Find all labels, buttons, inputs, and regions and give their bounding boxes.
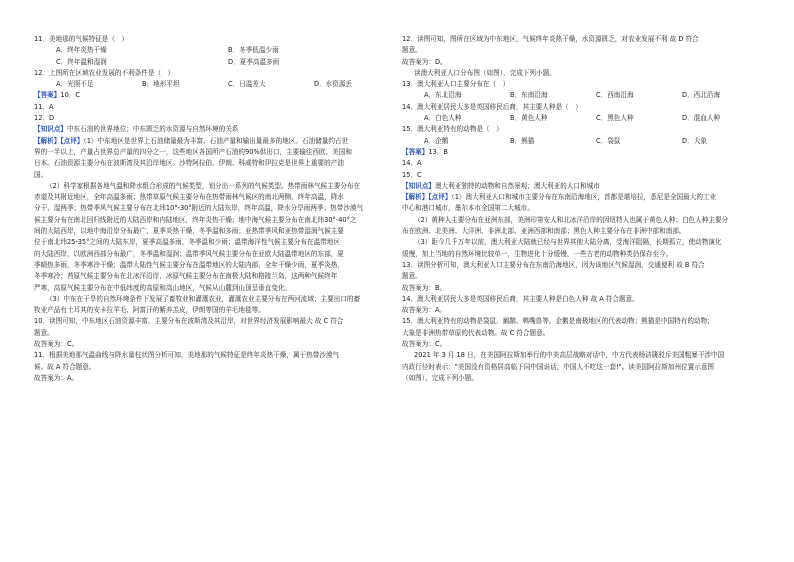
question-14: 14．澳大利亚居民大多是英国移民后裔，其主要人种是（ ） — [402, 102, 582, 111]
analysis-p2-8: 冬季寒冷；苔原气候主要分布在北冰洋沿岸，冰原气候主要分布在南极大陆和格陵兰岛，这两种气候终年 — [34, 272, 338, 281]
analysis-p3-1: 牧业产品有土耳其的安卡拉羊毛、阿富汗的紫养羔皮，伊朗等国的羊毛地毯等。 — [34, 306, 265, 315]
option-c: C．终年温和湿润 — [56, 57, 107, 66]
option-b: B．东南沿海 — [510, 91, 548, 100]
explain-15-answer: 故答案为：C。 — [402, 340, 447, 349]
answer-label: 【答案】 — [402, 147, 429, 156]
option-d: D．西北沿海 — [682, 91, 721, 100]
news-0: 2021 年 3 月 18 日，在美国阿拉斯加举行的中美高层战略对话中，中方代表杨洁篪驳斥美国粗暴干涉中国 — [414, 351, 725, 360]
news-2: （如图），完成下列小题。 — [402, 373, 478, 382]
option-d: D．夏季高温多雨 — [228, 57, 280, 66]
analysis-p2-4: 间的大陆西岸，以地中海沿岸分布最广，夏季炎热干燥，冬季温和多雨；亚热带季风和亚热带湿润气候主要 — [34, 227, 344, 236]
explain-13-answer: 故答案为：B。 — [402, 283, 447, 292]
analysis-p2-6: 的大陆西岸，以欧洲西部分布最广，冬季温和湿润；温带季风气候主要分布在亚欧大陆温带地区的东部，夏 — [34, 249, 344, 258]
answer-label: 【答案】 — [34, 91, 61, 100]
comment-label: 【点评】 — [60, 136, 84, 145]
option-c: C．日温差大 — [228, 80, 266, 89]
option-a: A．东北沿海 — [424, 91, 462, 100]
answer-block — [34, 90, 390, 101]
explain-13-1: 题意。 — [402, 272, 422, 281]
option-c: C．黑色人种 — [596, 114, 634, 123]
explain-11-0: 11．根据美地那气温曲线与降水量柱状图分析可知，美地那的气候特征是终年炎热干燥，属于热带沙漠气 — [34, 351, 340, 360]
option-d: D．混血人种 — [682, 114, 721, 123]
analysis-p1-1: 界的一半以上，产量占世界总产量的四分之一，这些地区各国所产石油的90%供出口，主要输往西欧、美国和 — [34, 147, 352, 156]
knowledge-text: 中东石油的世界地位；中东匮乏的水资源与自然环境的关系 — [66, 125, 239, 134]
option-a: A．终年炎热干燥 — [56, 46, 107, 55]
analysis-p1-0: （1）澳大利亚人口和城市主要分布在东南沿海地区，首都是堪培拉，悉尼是全国最大的工业 — [451, 193, 717, 202]
option-b: B．地形平坦 — [142, 80, 180, 89]
question-11-options-2 — [34, 57, 390, 68]
explain-13-0: 13．读图分析可知，澳大利亚人口主要分布在东南沿海地区，因为该地区气候湿润，交通便利 故 B 符合 — [402, 260, 705, 269]
analysis-p2-5: 位于南北纬25-35°之间的大陆东岸，夏季高温多雨，冬季温和少雨；温带海洋性气候主要分布在温带地区 — [34, 238, 340, 247]
explain-11-1: 候。故 A 符合题意。 — [34, 362, 96, 371]
comment-label: 【点评】 — [428, 193, 452, 202]
question-13: 13．澳大利亚人口主要分布在（ ） — [402, 80, 510, 89]
option-a: A．光照不足 — [56, 80, 94, 89]
explain-14-answer: 故答案为：A。 — [402, 306, 447, 315]
explain-15-0: 15．澳大利亚特有的动物是袋鼠、鸸鹋、鸭嘴兽等。企鹅是南极地区的代表动物；熊猫是中国特有的动物； — [402, 317, 714, 326]
map-intro: 读澳大利亚人口分布图（如图），完成下列小题。 — [414, 68, 556, 77]
question-11-options — [34, 45, 390, 56]
option-b: B．熊猫 — [510, 136, 535, 145]
answer-13: 13．B — [428, 147, 448, 156]
analysis-p3-0: （3）距今几千万年以前，澳大利亚大陆就已经与世界其他大陆分离，受海洋阻隔，长期孤立，使动物演化 — [414, 238, 722, 247]
option-a: A．白色人种 — [424, 114, 462, 123]
analysis-line — [402, 192, 758, 203]
answer-12: 12．D — [34, 114, 55, 123]
question-12-options — [34, 79, 390, 90]
explain-10-0: 10．读图可知，中东地区石油资源丰富，主要分布在波斯湾及其沿岸，对世界经济发展影响最大 故 C 符合 — [34, 317, 344, 326]
knowledge-text: 澳大利亚独特的动物和自然景观；澳大利亚的人口和城市 — [434, 181, 600, 190]
option-b: B．冬季低温少雨 — [228, 46, 279, 55]
option-b: B．黄色人种 — [510, 114, 548, 123]
answer-14: 14．A — [402, 159, 422, 168]
analysis-p2-9: 严寒，高原气候主要分布在中低纬度的高原和高山地区，气候从山麓到山顶呈垂直变化。 — [34, 283, 292, 292]
explain-14: 14．澳大利亚居民大多是英国移民后裔，其主要人种是白色人种 故 A 符合题意。 — [402, 294, 639, 303]
answer-10: 10．C — [60, 91, 80, 100]
analysis-p2-7: 季晴热多雨，冬季寒冷干燥；温带大陆性气候主要分布在温带地区的大陆内部，全年干燥少雨，夏季炎热， — [34, 260, 344, 269]
explain-12-0: 12．读图可知，图所在区域为中东地区，气候终年炎热干燥，水资源匮乏，对农业发展不利 故 D 符合 — [402, 35, 699, 43]
analysis-p2-3: 候主要分布在南北回归线附近的大陆西岸和内陆地区，终年炎热干燥；地中海气候主要分布在南北纬30°-40°之 — [34, 215, 357, 224]
explain-15-1: 大象是非洲热带草原的代表动物。故 C 符合题意。 — [402, 328, 550, 337]
answer-15: 15．C — [402, 170, 422, 179]
right-column — [402, 34, 758, 384]
answer-block — [402, 147, 758, 158]
explain-12-1: 题意。 — [402, 46, 422, 55]
knowledge-label: 【知识点】 — [402, 181, 435, 190]
explain-12-answer: 故答案为：D。 — [402, 57, 447, 66]
option-d: D．大象 — [682, 136, 707, 145]
analysis-p3-1: 缓慢，加上当地的自然环境比较单一，生物进化十分缓慢，一些古老的动物种类仍保存至今。 — [402, 249, 673, 258]
analysis-p3-0: （3）中东在干旱的自然环境条件下发展了畜牧业和灌溉农业，灌溉农业主要分布在两河流域；主要出口的畜 — [46, 294, 361, 303]
analysis-p1-2: 日本。石油资源主要分布在波斯湾及其沿岸地区。沙特阿拉伯、伊朗、科威特和伊拉克是世界上重要的产油 — [34, 159, 344, 168]
question-14-options — [402, 113, 758, 124]
question-15: 15．澳大利亚特有的动物是（ ） — [402, 125, 503, 134]
analysis-p2-0: （2）黄种人主要分布在亚洲东部，美洲印第安人和北冰洋沿岸的因纽特人也属于黄色人种；白色人种主要分 — [414, 215, 729, 224]
option-c: C．西南沿海 — [596, 91, 634, 100]
analysis-p2-1: 赤道及其附近地区，全年高温多雨；热带草原气候主要分布在热带雨林气候区的南北两侧，终年高温，降水 — [34, 193, 344, 202]
explain-10-answer: 故答案为：C。 — [34, 340, 79, 349]
news-1: 内政行径时表示："美国没有资格居高临下同中国说话，中国人不吃这一套!"。读美国阿拉斯加州位置示意图 — [402, 362, 715, 371]
knowledge-label: 【知识点】 — [34, 125, 67, 134]
question-13-options — [402, 90, 758, 101]
analysis-p1-1: 中心和港口城市，墨尔本市全国第二大城市。 — [402, 204, 534, 213]
question-11: 11．美地那的气候特征是（ ） — [34, 35, 129, 43]
analysis-p2-1: 布在欧洲、北美洲、大洋洲、非洲北部、亚洲西部和南部；黑色人种主要分布在非洲中部和南部。 — [402, 227, 686, 236]
explain-10-1: 题意。 — [34, 328, 54, 337]
answer-11: 11．A — [34, 102, 54, 111]
analysis-p1-3: 国。 — [34, 170, 48, 179]
analysis-line — [34, 136, 390, 147]
option-c: C．袋鼠 — [596, 136, 621, 145]
analysis-p2-0: （2）科学家根据各地气温和降水组合形成的气候类型，划分出一系列的气候类型。热带雨林气候主要分布在 — [46, 181, 361, 190]
knowledge-point — [402, 181, 758, 192]
knowledge-point — [34, 124, 390, 135]
option-a: A．企鹅 — [424, 136, 449, 145]
option-d: D．水资源丢 — [314, 80, 353, 89]
question-15-options — [402, 136, 758, 147]
analysis-p2-2: 分干、湿两季；热带季风气候主要分布在北纬10°-30°附近的大陆东岸，终年高温，降水分旱雨两季；热带沙漠气 — [34, 204, 364, 213]
analysis-p1-0: （1）中东地区是世界上石油储量最为丰富、石油产量和输出量最多的地区。石油储量约占世 — [83, 136, 349, 145]
left-column — [34, 34, 390, 384]
question-12: 12．上图所在区域农业发展的不利条件是（ ） — [34, 68, 175, 77]
analysis-label: 【解析】 — [402, 193, 429, 202]
analysis-label: 【解析】 — [34, 136, 61, 145]
explain-11-answer: 故答案为：A。 — [34, 373, 79, 382]
